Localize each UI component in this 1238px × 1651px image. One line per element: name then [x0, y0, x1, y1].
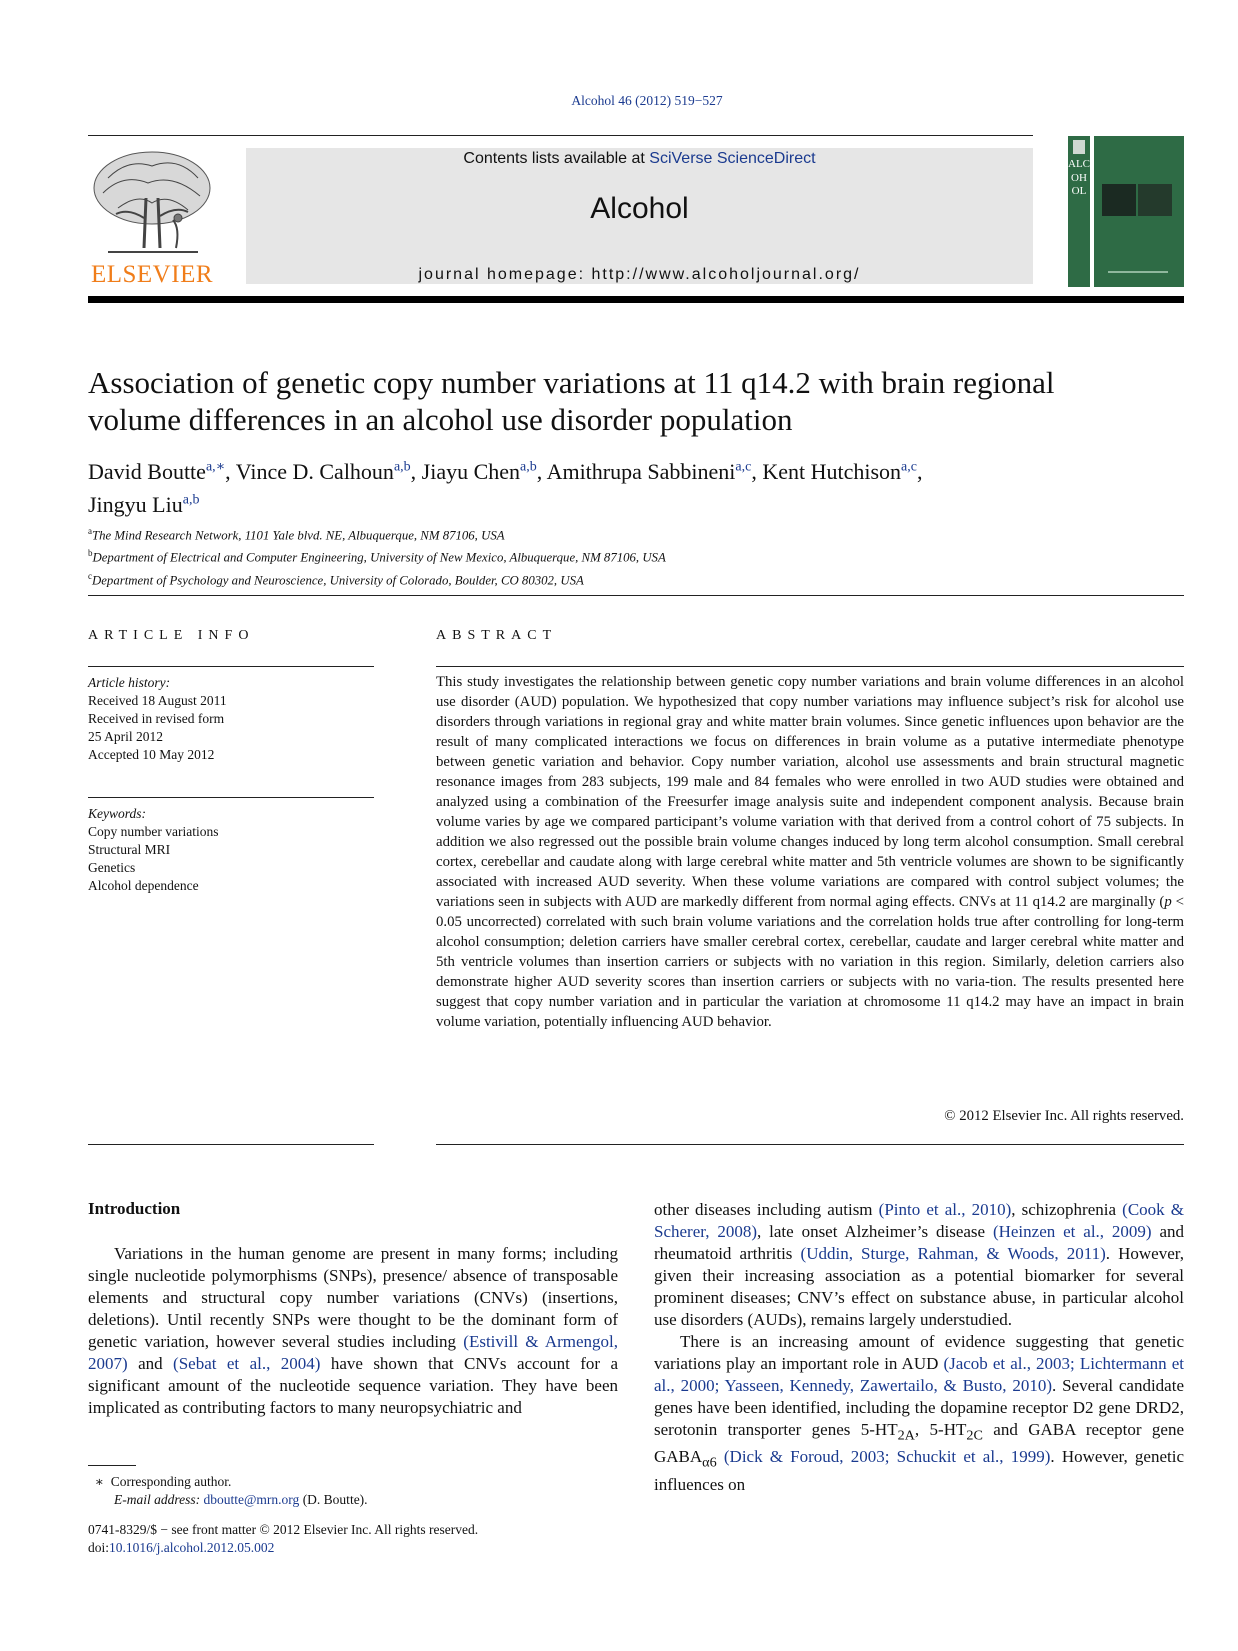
history-item: Accepted 10 May 2012 — [88, 747, 215, 762]
paragraph: other diseases including autism (Pinto et al., 2010), schizophrenia (Cook & Scherer, 2008), late onset Alzheimer’s disease (Heinzen et al., 2009) and rheumatoid arthritis (Uddin, Sturge, Rahman, & Woods, 2011). However, given their increasing association as a potential biomarker for several prominent diseases; CNV’s effect on substance abuse, in particular alcohol use disorders (AUDs), remains largely understudied. — [654, 1200, 1184, 1329]
corresponding-author-note: ∗ Corresponding author. — [94, 1474, 232, 1489]
left-column — [88, 1243, 618, 1419]
author: Jingyu Liu$^{a,b}$ — [88, 491, 200, 517]
article-history: Article history: Received 18 August 2011 Received in revised form 25 April 2012 Accepted 10 May 2012 — [88, 674, 368, 764]
affiliation: $^c$Department of Psychology and Neuroscience, University of Colorado, Boulder, CO 80302, USA — [88, 570, 584, 587]
reference-link[interactable]: (Heinzen et al., 2009) — [992, 1222, 1152, 1241]
cover-spine-text: ALCOHOL — [1068, 158, 1090, 197]
reference-link[interactable]: (Jacob et al., 2003; Lichtermann et al., 2000; Yasseen, Kennedy, Zawertailo, & Busto, 2010) — [654, 1354, 1184, 1395]
history-item: 25 April 2012 — [88, 729, 164, 744]
journal-cover-image — [1068, 136, 1184, 287]
keyword: Alcohol dependence — [88, 878, 199, 893]
tree-icon — [88, 148, 216, 260]
doi-line: doi:10.1016/j.alcohol.2012.05.002 — [88, 1540, 275, 1555]
reference-link[interactable]: (Estivill & Armengol, 2007) — [88, 1332, 618, 1373]
right-column — [654, 1199, 1184, 1496]
reference-link[interactable]: (Dick & Foroud, 2003; Schuckit et al., 1999) — [723, 1447, 1051, 1467]
keywords: Keywords: Copy number variations Structural MRI Genetics Alcohol dependence — [88, 805, 368, 895]
paragraph: Variations in the human genome are present in many forms; including single nucleotide polymorphisms (SNPs), presence/ absence of transposable elements and structural copy number variations (CNVs) (insertions, deletions). Until recently SNPs were thought to be the dominant form of genetic variation, however several studies including (Estivill & Armengol, 2007) and (Sebat et al., 2004) have shown that CNVs account for a significant amount of the nucleotide sequence variation. They have been implicated as contributing factors to many neuropsychiatric and — [88, 1244, 618, 1417]
paragraph: There is an increasing amount of evidence suggesting that genetic variations play an important role in AUD (Jacob et al., 2003; Lichtermann et al., 2000; Yasseen, Kennedy, Zawertailo, & Busto, 2010). Several candidate genes have been identified, including the dopamine receptor D2 gene DRD2, serotonin transporter genes $5-HT_{2A}$, $5-HT_{2C}$ and GABA receptor gene $GABA_{\alpha 6}$ (Dick & Foroud, 2003; Schuckit et al., 1999). However, genetic influences on — [654, 1332, 1185, 1494]
article-title: Association of genetic copy number variations at 11 q14.2 with brain regional volume differences in an alcohol use disorder population — [88, 365, 1055, 437]
contents-available: Contents lists available at SciVerse ScienceDirect — [463, 150, 816, 167]
abstract-bottom-rule — [436, 1144, 1184, 1145]
footnote-rule — [88, 1465, 136, 1466]
elsevier-wordmark: ELSEVIER — [90, 261, 214, 288]
email-link[interactable]: dboutte@mrn.org — [203, 1492, 300, 1507]
author: Jiayu Chen$^{a,b}$, — [421, 459, 547, 485]
history-item: Received 18 August 2011 — [88, 693, 227, 708]
reference-link[interactable]: (Cook & Scherer, 2008) — [654, 1200, 1184, 1241]
article-info-bottom-rule — [88, 1144, 374, 1145]
abstract-rule — [436, 666, 1184, 667]
affiliation: $^b$Department of Electrical and Computer Engineering, University of New Mexico, Albuquerque, NM 87106, USA — [88, 548, 666, 565]
abstract-heading: ABSTRACT — [436, 628, 558, 643]
keywords-rule — [88, 797, 374, 798]
author-list — [88, 454, 1188, 519]
journal-citation[interactable]: Alcohol 46 (2012) 519−527 — [571, 93, 723, 108]
reference-link[interactable]: (Sebat et al., 2004) — [173, 1354, 321, 1373]
email-note: E-mail address: dboutte@mrn.org (D. Boutte). — [114, 1492, 368, 1507]
author: Vince D. Calhoun$^{a,b}$, — [235, 459, 422, 485]
header-thick-rule — [88, 296, 1184, 303]
journal-banner — [246, 148, 1033, 284]
abstract-copyright: © 2012 Elsevier Inc. All rights reserved. — [944, 1108, 1184, 1124]
article-info-rule — [88, 666, 374, 667]
affiliation: $^a$The Mind Research Network, 1101 Yale blvd. NE, Albuquerque, NM 87106, USA — [88, 526, 505, 543]
reference-link[interactable]: (Pinto et al., 2010) — [878, 1200, 1012, 1219]
article-info-heading: ARTICLE INFO — [88, 628, 255, 643]
doi-link[interactable]: 10.1016/j.alcohol.2012.05.002 — [109, 1540, 275, 1555]
issn-line: 0741-8329/$ − see front matter © 2012 Elsevier Inc. All rights reserved. — [88, 1522, 479, 1537]
abstract-text: This study investigates the relationship between genetic copy number variations and brain volume differences in an alcohol use disorder (AUD) population. We hypothesized that copy number variations may influence subject’s risk for alcohol use disorders through variations in regional gray and white matter brain volumes. Since genetic influences upon behavior are the result of many complicated interactions we focus on differences in brain volume as a putative intermediate phenotype between genetic variation and behavior. Copy number variation, alcohol use assessments and brain structural magnetic resonance images from 283 subjects, 199 male and 84 females who were enrolled in two AUD studies were obtained and analyzed using a combination of the Freesurfer image analysis suite and independent component analysis. Because brain volume varies by age we compared participant’s volume variation with that derived from a control cohort of 75 subjects. In addition we also regressed out the possible brain volume changes induced by long term alcohol consumption. Small cerebral cortex, cerebellar and caudate along with large cerebral white matter and 5th ventricle volumes are shown to be significantly associated with increased AUD severity. When these volume variations are compared with control subject volumes; the variations seen in subjects with AUD are markedly different from normal aging effects. CNVs at 11 q14.2 are marginally (p < 0.05 uncorrected) correlated with such brain volume variations and the correlation holds true after controlling for long-term alcohol consumption; deletion carriers have smaller cerebral cortex, cerebellar, caudate and larger cerebral white matter and 5th ventricle volumes than insertion carriers or subjects with no variation in this region. Similarly, deletion carriers also demonstrate higher AUD severity scores than insertion carriers or subjects with no varia-tion. The results presented here suggest that copy number variation and in particular the variation at chromosome 11 q14.2 may have an impact in brain volume variation, potentially influencing AUD behavior. — [436, 674, 1185, 1030]
journal-homepage[interactable]: journal homepage: http://www.alcoholjournal.org/ — [418, 266, 861, 283]
author: David Boutte$^{a,∗}$, — [88, 459, 236, 485]
keyword: Structural MRI — [88, 842, 171, 857]
history-item: Received in revised form — [88, 711, 225, 726]
journal-name: Alcohol — [590, 192, 689, 225]
header-rule — [88, 135, 1033, 136]
author: Amithrupa Sabbineni$^{a,c}$, — [546, 459, 763, 485]
reference-link[interactable]: (Uddin, Sturge, Rahman, & Woods, 2011) — [800, 1244, 1106, 1263]
keyword: Genetics — [88, 860, 136, 875]
affiliations — [88, 522, 1188, 589]
author: Kent Hutchison$^{a,c}$, — [762, 459, 923, 485]
sciencedirect-link[interactable]: SciVerse ScienceDirect — [649, 150, 816, 167]
section-rule — [88, 595, 1184, 596]
keyword: Copy number variations — [88, 824, 219, 839]
introduction-heading: Introduction — [88, 1199, 181, 1218]
